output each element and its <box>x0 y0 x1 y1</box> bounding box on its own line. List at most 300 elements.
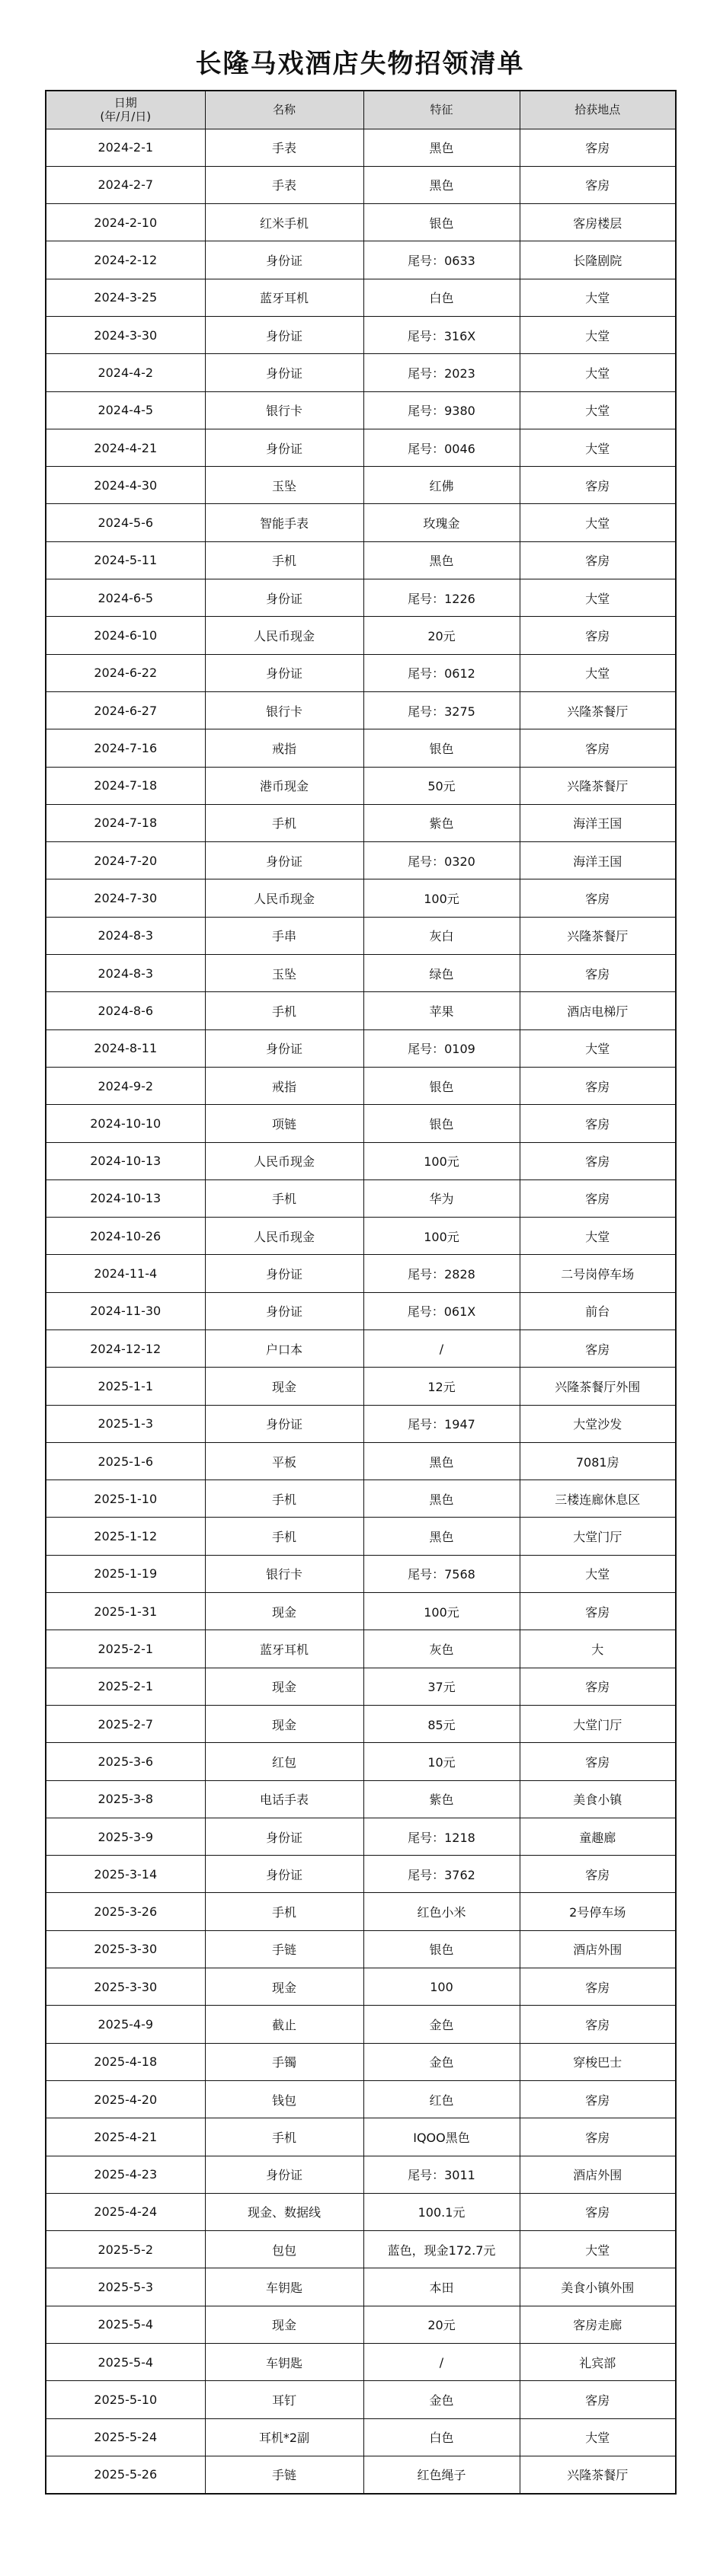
cell-feature: 红色绳子 <box>363 2456 520 2493</box>
cell-name: 玉坠 <box>205 955 363 992</box>
table-row <box>46 316 676 353</box>
cell-name: 车钥匙 <box>205 2268 363 2306</box>
table-row <box>46 1218 676 1255</box>
page-title: 长隆马戏酒店失物招领清单 <box>195 49 525 79</box>
cell-feature: 白色 <box>363 279 520 316</box>
cell-location: 三楼连廊休息区 <box>520 1480 676 1518</box>
header-date <box>46 91 205 129</box>
cell-location: 大堂 <box>520 579 676 617</box>
table-row <box>46 1518 676 1555</box>
cell-name: 手机 <box>205 1480 363 1518</box>
cell-name: 车钥匙 <box>205 2344 363 2381</box>
cell-date: 2025-3-6 <box>46 1743 205 1780</box>
cell-location: 前台 <box>520 1292 676 1329</box>
cell-feature: 尾号：1218 <box>363 1818 520 1855</box>
table-row <box>46 579 676 617</box>
cell-name: 手链 <box>205 1930 363 1968</box>
cell-date: 2025-1-10 <box>46 1480 205 1518</box>
cell-feature: 尾号：061X <box>363 1292 520 1329</box>
cell-name: 现金、数据线 <box>205 2193 363 2230</box>
cell-name: 手链 <box>205 2456 363 2493</box>
cell-name: 身份证 <box>205 1405 363 1442</box>
table-row <box>46 1930 676 1968</box>
table-row <box>46 391 676 429</box>
cell-date: 2024-5-6 <box>46 504 205 541</box>
cell-feature: 尾号：1947 <box>363 1405 520 1442</box>
cell-date: 2024-10-26 <box>46 1218 205 1255</box>
cell-date: 2025-4-18 <box>46 2043 205 2080</box>
cell-name: 手表 <box>205 129 363 166</box>
cell-feature: 黑色 <box>363 166 520 203</box>
cell-location: 客房 <box>520 1856 676 1893</box>
cell-location: 大堂 <box>520 2231 676 2268</box>
table-row <box>46 1818 676 1855</box>
cell-feature: 华为 <box>363 1179 520 1217</box>
cell-date: 2024-8-11 <box>46 1029 205 1067</box>
table-row <box>46 1405 676 1442</box>
cell-feature: 苹果 <box>363 992 520 1029</box>
cell-location: 客房 <box>520 1067 676 1104</box>
table-row <box>46 2344 676 2381</box>
table-header <box>46 91 676 129</box>
cell-feature: 紫色 <box>363 804 520 841</box>
cell-location: 大堂沙发 <box>520 1405 676 1442</box>
cell-name: 戒指 <box>205 729 363 767</box>
cell-location: 客房 <box>520 2193 676 2230</box>
cell-location: 大 <box>520 1630 676 1668</box>
cell-date: 2024-10-13 <box>46 1142 205 1179</box>
cell-date: 2024-2-10 <box>46 204 205 241</box>
cell-feature: 黑色 <box>363 129 520 166</box>
cell-name: 蓝牙耳机 <box>205 279 363 316</box>
cell-name: 人民币现金 <box>205 1142 363 1179</box>
cell-name: 身份证 <box>205 1292 363 1329</box>
cell-feature: 银色 <box>363 204 520 241</box>
cell-date: 2024-6-10 <box>46 617 205 654</box>
cell-feature: 红色小米 <box>363 1893 520 1930</box>
table-row <box>46 1179 676 1217</box>
table-row <box>46 204 676 241</box>
cell-feature: 10元 <box>363 1743 520 1780</box>
table-row <box>46 2006 676 2043</box>
table-row <box>46 1593 676 1630</box>
table-row <box>46 1743 676 1780</box>
cell-feature: 37元 <box>363 1668 520 1705</box>
cell-location: 客房 <box>520 1968 676 2006</box>
table-row <box>46 2306 676 2343</box>
cell-feature: 尾号：0046 <box>363 429 520 466</box>
cell-date: 2025-5-10 <box>46 2381 205 2418</box>
cell-location: 大堂 <box>520 1029 676 1067</box>
cell-feature: 金色 <box>363 2381 520 2418</box>
table-row <box>46 1330 676 1368</box>
cell-feature: 黑色 <box>363 1518 520 1555</box>
cell-location: 客房 <box>520 129 676 166</box>
cell-location: 客房 <box>520 2118 676 2156</box>
cell-date: 2025-3-30 <box>46 1930 205 1968</box>
cell-name: 港币现金 <box>205 767 363 804</box>
table-row <box>46 1555 676 1592</box>
cell-name: 身份证 <box>205 316 363 353</box>
table-row <box>46 729 676 767</box>
cell-location: 童趣廊 <box>520 1818 676 1855</box>
cell-feature: 黑色 <box>363 541 520 579</box>
cell-location: 客房 <box>520 1743 676 1780</box>
table-row <box>46 2418 676 2456</box>
cell-date: 2025-4-20 <box>46 2080 205 2118</box>
cell-location: 礼宾部 <box>520 2344 676 2381</box>
cell-feature: 灰白 <box>363 917 520 954</box>
cell-feature: 银色 <box>363 729 520 767</box>
cell-date: 2024-8-3 <box>46 917 205 954</box>
cell-feature: 本田 <box>363 2268 520 2306</box>
cell-feature: 金色 <box>363 2043 520 2080</box>
cell-date: 2025-1-6 <box>46 1442 205 1480</box>
cell-location: 大堂 <box>520 391 676 429</box>
cell-name: 身份证 <box>205 2156 363 2193</box>
cell-date: 2024-8-3 <box>46 955 205 992</box>
cell-location: 大堂 <box>520 1555 676 1592</box>
cell-location: 大堂 <box>520 654 676 691</box>
cell-feature: 20元 <box>363 617 520 654</box>
cell-location: 客房 <box>520 1142 676 1179</box>
cell-location: 酒店外围 <box>520 2156 676 2193</box>
cell-date: 2024-4-21 <box>46 429 205 466</box>
cell-name: 手机 <box>205 1518 363 1555</box>
cell-location: 客房 <box>520 1330 676 1368</box>
cell-location: 大堂 <box>520 354 676 391</box>
cell-name: 身份证 <box>205 842 363 879</box>
cell-feature: 黑色 <box>363 1442 520 1480</box>
cell-date: 2025-1-19 <box>46 1555 205 1592</box>
table-row <box>46 541 676 579</box>
cell-feature: / <box>363 1330 520 1368</box>
cell-feature: 尾号：0612 <box>363 654 520 691</box>
table-row <box>46 129 676 166</box>
table-row <box>46 1480 676 1518</box>
cell-date: 2025-5-3 <box>46 2268 205 2306</box>
table-row <box>46 879 676 917</box>
table-row <box>46 429 676 466</box>
cell-name: 身份证 <box>205 241 363 279</box>
cell-location: 美食小镇 <box>520 1780 676 1818</box>
cell-name: 银行卡 <box>205 1555 363 1592</box>
cell-location: 大堂 <box>520 429 676 466</box>
cell-name: 手机 <box>205 992 363 1029</box>
cell-date: 2025-4-9 <box>46 2006 205 2043</box>
table-row <box>46 1142 676 1179</box>
table-row <box>46 992 676 1029</box>
cell-location: 客房 <box>520 955 676 992</box>
table-row <box>46 1856 676 1893</box>
table-row <box>46 1255 676 1292</box>
cell-location: 客房走廊 <box>520 2306 676 2343</box>
cell-feature: 白色 <box>363 2418 520 2456</box>
cell-location: 大堂门厅 <box>520 1518 676 1555</box>
cell-location: 客房 <box>520 729 676 767</box>
cell-date: 2024-2-7 <box>46 166 205 203</box>
table-row <box>46 2268 676 2306</box>
cell-name: 现金 <box>205 1668 363 1705</box>
cell-date: 2025-5-24 <box>46 2418 205 2456</box>
cell-date: 2024-9-2 <box>46 1067 205 1104</box>
cell-feature: 尾号：3011 <box>363 2156 520 2193</box>
cell-date: 2024-7-30 <box>46 879 205 917</box>
cell-name: 户口本 <box>205 1330 363 1368</box>
cell-location: 兴隆茶餐厅 <box>520 767 676 804</box>
cell-date: 2025-4-24 <box>46 2193 205 2230</box>
cell-location: 客房 <box>520 467 676 504</box>
table-row <box>46 1668 676 1705</box>
table-row <box>46 354 676 391</box>
cell-date: 2025-2-1 <box>46 1630 205 1668</box>
cell-location: 穿梭巴士 <box>520 2043 676 2080</box>
table-row <box>46 1893 676 1930</box>
table-body <box>46 129 676 2494</box>
table-row <box>46 654 676 691</box>
cell-date: 2024-6-5 <box>46 579 205 617</box>
cell-date: 2024-3-30 <box>46 316 205 353</box>
cell-date: 2024-7-18 <box>46 767 205 804</box>
cell-date: 2024-2-12 <box>46 241 205 279</box>
table-row <box>46 2193 676 2230</box>
cell-name: 手机 <box>205 1893 363 1930</box>
cell-feature: 金色 <box>363 2006 520 2043</box>
cell-name: 身份证 <box>205 429 363 466</box>
table-row <box>46 2381 676 2418</box>
cell-date: 2025-5-26 <box>46 2456 205 2493</box>
table-row <box>46 166 676 203</box>
cell-location: 客房 <box>520 1179 676 1217</box>
cell-date: 2025-2-7 <box>46 1705 205 1742</box>
cell-name: 身份证 <box>205 579 363 617</box>
cell-date: 2024-12-12 <box>46 1330 205 1368</box>
cell-feature: 银色 <box>363 1105 520 1142</box>
cell-name: 现金 <box>205 1968 363 2006</box>
header-name: 名称 <box>205 91 363 129</box>
table-row <box>46 2456 676 2493</box>
cell-location: 长隆剧院 <box>520 241 676 279</box>
cell-feature: 12元 <box>363 1368 520 1405</box>
cell-name: 银行卡 <box>205 691 363 729</box>
cell-feature: 85元 <box>363 1705 520 1742</box>
cell-feature: 灰色 <box>363 1630 520 1668</box>
cell-location: 客房 <box>520 1105 676 1142</box>
cell-location: 海洋王国 <box>520 842 676 879</box>
cell-feature: 紫色 <box>363 1780 520 1818</box>
cell-name: 玉坠 <box>205 467 363 504</box>
cell-location: 酒店电梯厅 <box>520 992 676 1029</box>
cell-location: 客房 <box>520 2381 676 2418</box>
cell-feature: 尾号：316X <box>363 316 520 353</box>
cell-feature: / <box>363 2344 520 2381</box>
cell-date: 2024-8-6 <box>46 992 205 1029</box>
cell-date: 2024-4-30 <box>46 467 205 504</box>
cell-name: 电话手表 <box>205 1780 363 1818</box>
cell-date: 2024-11-30 <box>46 1292 205 1329</box>
cell-feature: 玫瑰金 <box>363 504 520 541</box>
header-date-line1: 日期 <box>114 96 137 110</box>
cell-location: 客房 <box>520 2006 676 2043</box>
cell-name: 人民币现金 <box>205 617 363 654</box>
cell-name: 手机 <box>205 2118 363 2156</box>
cell-date: 2024-6-22 <box>46 654 205 691</box>
cell-date: 2024-5-11 <box>46 541 205 579</box>
cell-date: 2025-4-23 <box>46 2156 205 2193</box>
table-row <box>46 917 676 954</box>
cell-feature: 尾号：7568 <box>363 1555 520 1592</box>
table-row <box>46 804 676 841</box>
cell-location: 兴隆茶餐厅 <box>520 691 676 729</box>
cell-name: 手镯 <box>205 2043 363 2080</box>
cell-name: 现金 <box>205 1705 363 1742</box>
cell-location: 2号停车场 <box>520 1893 676 1930</box>
cell-name: 身份证 <box>205 354 363 391</box>
cell-feature: 银色 <box>363 1930 520 1968</box>
cell-location: 兴隆茶餐厅外围 <box>520 1368 676 1405</box>
cell-feature: 100元 <box>363 1593 520 1630</box>
cell-name: 人民币现金 <box>205 1218 363 1255</box>
cell-name: 包包 <box>205 2231 363 2268</box>
header-location: 拾获地点 <box>520 91 676 129</box>
cell-name: 钱包 <box>205 2080 363 2118</box>
cell-feature: 100元 <box>363 879 520 917</box>
table-row <box>46 467 676 504</box>
cell-location: 海洋王国 <box>520 804 676 841</box>
cell-date: 2025-3-30 <box>46 1968 205 2006</box>
cell-date: 2024-4-5 <box>46 391 205 429</box>
table-row <box>46 1780 676 1818</box>
cell-location: 二号岗停车场 <box>520 1255 676 1292</box>
cell-name: 手机 <box>205 804 363 841</box>
cell-date: 2025-1-31 <box>46 1593 205 1630</box>
cell-location: 7081房 <box>520 1442 676 1480</box>
table-row <box>46 1292 676 1329</box>
lost-and-found-table <box>45 90 677 2495</box>
cell-location: 大堂 <box>520 504 676 541</box>
cell-name: 平板 <box>205 1442 363 1480</box>
cell-feature: 尾号：0320 <box>363 842 520 879</box>
cell-name: 现金 <box>205 1368 363 1405</box>
cell-date: 2024-7-16 <box>46 729 205 767</box>
cell-location: 大堂 <box>520 279 676 316</box>
cell-feature: 20元 <box>363 2306 520 2343</box>
table-row <box>46 2043 676 2080</box>
cell-name: 手机 <box>205 1179 363 1217</box>
cell-name: 现金 <box>205 1593 363 1630</box>
header-row <box>46 91 676 129</box>
cell-name: 智能手表 <box>205 504 363 541</box>
cell-name: 手表 <box>205 166 363 203</box>
cell-name: 手串 <box>205 917 363 954</box>
cell-date: 2025-3-14 <box>46 1856 205 1893</box>
table-row <box>46 767 676 804</box>
table-row <box>46 691 676 729</box>
cell-name: 现金 <box>205 2306 363 2343</box>
cell-date: 2025-2-1 <box>46 1668 205 1705</box>
cell-date: 2025-1-12 <box>46 1518 205 1555</box>
cell-location: 大堂 <box>520 316 676 353</box>
cell-name: 银行卡 <box>205 391 363 429</box>
cell-location: 酒店外围 <box>520 1930 676 1968</box>
cell-date: 2024-10-13 <box>46 1179 205 1217</box>
cell-feature: 尾号：3762 <box>363 1856 520 1893</box>
cell-location: 客房 <box>520 879 676 917</box>
cell-feature: 尾号：9380 <box>363 391 520 429</box>
table-row <box>46 1105 676 1142</box>
table-row <box>46 2080 676 2118</box>
cell-feature: 黑色 <box>363 1480 520 1518</box>
table-row <box>46 2231 676 2268</box>
table-row <box>46 955 676 992</box>
cell-date: 2025-5-4 <box>46 2344 205 2381</box>
header-date-line2: (年/月/日) <box>100 110 152 124</box>
cell-name: 身份证 <box>205 1255 363 1292</box>
cell-feature: 绿色 <box>363 955 520 992</box>
cell-location: 美食小镇外围 <box>520 2268 676 2306</box>
cell-feature: 尾号：0109 <box>363 1029 520 1067</box>
cell-date: 2025-4-21 <box>46 2118 205 2156</box>
cell-date: 2024-10-10 <box>46 1105 205 1142</box>
table-row <box>46 1029 676 1067</box>
cell-name: 红包 <box>205 1743 363 1780</box>
cell-date: 2024-11-4 <box>46 1255 205 1292</box>
cell-feature: 蓝色，现金172.7元 <box>363 2231 520 2268</box>
cell-location: 兴隆茶餐厅 <box>520 917 676 954</box>
cell-name: 截止 <box>205 2006 363 2043</box>
cell-date: 2025-3-8 <box>46 1780 205 1818</box>
table-row <box>46 1705 676 1742</box>
cell-location: 客房 <box>520 1668 676 1705</box>
cell-feature: 100元 <box>363 1218 520 1255</box>
cell-date: 2024-4-2 <box>46 354 205 391</box>
cell-name: 蓝牙耳机 <box>205 1630 363 1668</box>
cell-location: 客房 <box>520 2080 676 2118</box>
cell-feature: 红色 <box>363 2080 520 2118</box>
header-feature: 特征 <box>363 91 520 129</box>
cell-date: 2025-3-26 <box>46 1893 205 1930</box>
cell-feature: 尾号：2023 <box>363 354 520 391</box>
cell-feature: 尾号：0633 <box>363 241 520 279</box>
cell-date: 2025-1-1 <box>46 1368 205 1405</box>
cell-location: 大堂 <box>520 1218 676 1255</box>
cell-name: 耳钉 <box>205 2381 363 2418</box>
cell-name: 手机 <box>205 541 363 579</box>
cell-location: 客房 <box>520 617 676 654</box>
cell-date: 2025-3-9 <box>46 1818 205 1855</box>
cell-name: 身份证 <box>205 1818 363 1855</box>
table-row <box>46 1368 676 1405</box>
cell-name: 身份证 <box>205 1856 363 1893</box>
cell-name: 戒指 <box>205 1067 363 1104</box>
cell-date: 2025-1-3 <box>46 1405 205 1442</box>
cell-feature: 100.1元 <box>363 2193 520 2230</box>
cell-location: 大堂门厅 <box>520 1705 676 1742</box>
table-row <box>46 2156 676 2193</box>
cell-feature: 尾号：3275 <box>363 691 520 729</box>
cell-date: 2024-6-27 <box>46 691 205 729</box>
cell-location: 客房 <box>520 166 676 203</box>
cell-feature: IQOO黑色 <box>363 2118 520 2156</box>
cell-feature: 尾号：2828 <box>363 1255 520 1292</box>
cell-location: 兴隆茶餐厅 <box>520 2456 676 2493</box>
cell-location: 客房 <box>520 1593 676 1630</box>
cell-feature: 100 <box>363 1968 520 2006</box>
table-row <box>46 842 676 879</box>
cell-date: 2024-2-1 <box>46 129 205 166</box>
cell-feature: 红佛 <box>363 467 520 504</box>
table-row <box>46 1067 676 1104</box>
